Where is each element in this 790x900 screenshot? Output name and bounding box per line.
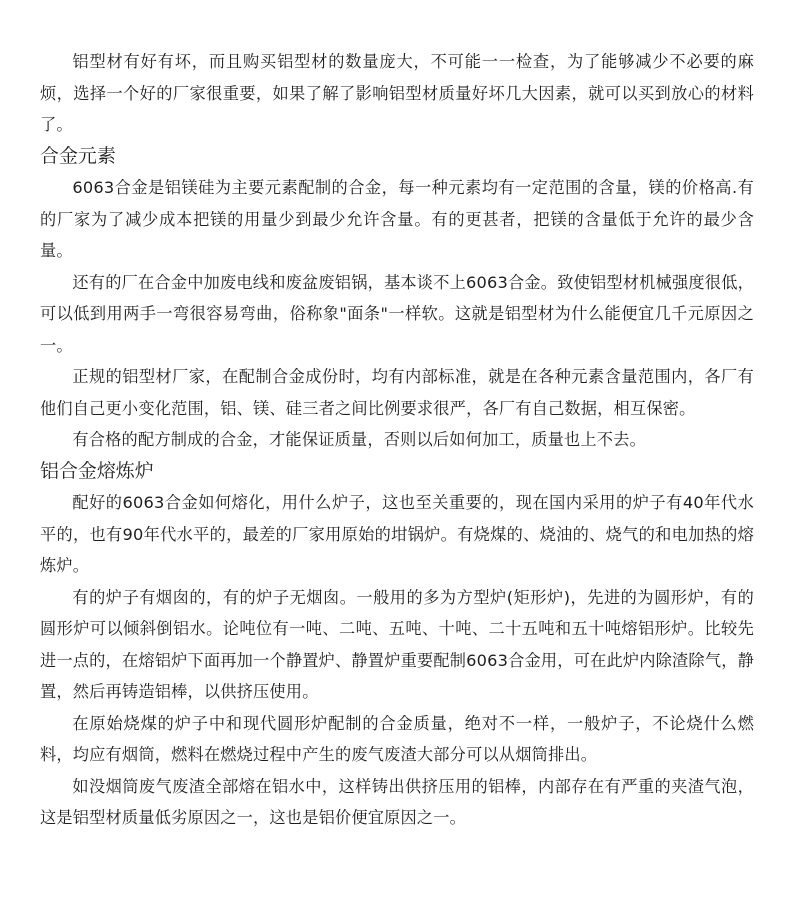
intro-paragraph: 铝型材有好有坏，而且购买铝型材的数量庞大，不可能一一检查，为了能够减少不必要的麻烦，选择一个好的厂家很重要，如果了解了影响铝型材质量好坏几大因素，就可以买到放心的材料了。 xyxy=(40,52,754,134)
paragraph: 正规的铝型材厂家，在配制合金成份时，均有内部标准，就是在各种元素含量范围内，各厂有他们自己更小变化范围，铝、镁、硅三者之间比例要求很严，各厂有自己数据，相互保密。 xyxy=(40,367,754,418)
paragraph: 还有的厂在合金中加废电线和废盆废铝锅，基本谈不上6063合金。致使铝型材机械强度很低，可以低到用两手一弯很容易弯曲，俗称象"面条"一样软。这就是铝型材为什么能便宜几千元原因之一。 xyxy=(40,272,754,355)
paragraph: 在原始烧煤的炉子中和现代圆形炉配制的合金质量，绝对不一样，一般炉子，不论烧什么燃料，均应有烟筒，燃料在燃烧过程中产生的废气废渣大部分可以从烟筒排出。 xyxy=(40,713,754,764)
paragraph: 有合格的配方制成的合金，才能保证质量，否则以后如何加工，质量也上不去。 xyxy=(72,430,646,449)
article xyxy=(40,46,754,834)
paragraph: 如没烟筒废气废渣全部熔在铝水中，这样铸出供挤压用的铝棒，内部存在有严重的夹渣气泡，这是铝型材质量低劣原因之一，这也是铝价便宜原因之一。 xyxy=(40,776,754,827)
section-heading-alloy-elements: 合金元素 xyxy=(40,144,116,167)
paragraph: 有的炉子有烟囱的，有的炉子无烟囱。一般用的多为方型炉(矩形炉)，先进的为圆形炉，有的圆形炉可以倾斜倒铝水。论吨位有一吨、二吨、五吨、十吨、二十五吨和五十吨熔铝形炉。比较先进一点的，在熔铝炉下面再加一个静置炉、静置炉重要配制6063合金用，可在此炉内除渣除气，静置，然后再铸造铝棒，以供挤压使用。 xyxy=(40,587,754,701)
paragraph: 6063合金是铝镁硅为主要元素配制的合金，每一种元素均有一定范围的含量，镁的价格高.有的厂家为了减少成本把镁的用量少到最少允许含量。有的更甚者，把镁的含量低于允许的最少含量。 xyxy=(40,178,754,260)
paragraph: 配好的6063合金如何熔化，用什么炉子，这也至关重要的，现在国内采用的炉子有40年代水平的，也有90年代水平的，最差的厂家用原始的坩锅炉。有烧煤的、烧油的、烧气的和电加热的熔炼炉。 xyxy=(40,493,754,575)
section-heading-melting-furnace: 铝合金熔炼炉 xyxy=(40,459,154,482)
